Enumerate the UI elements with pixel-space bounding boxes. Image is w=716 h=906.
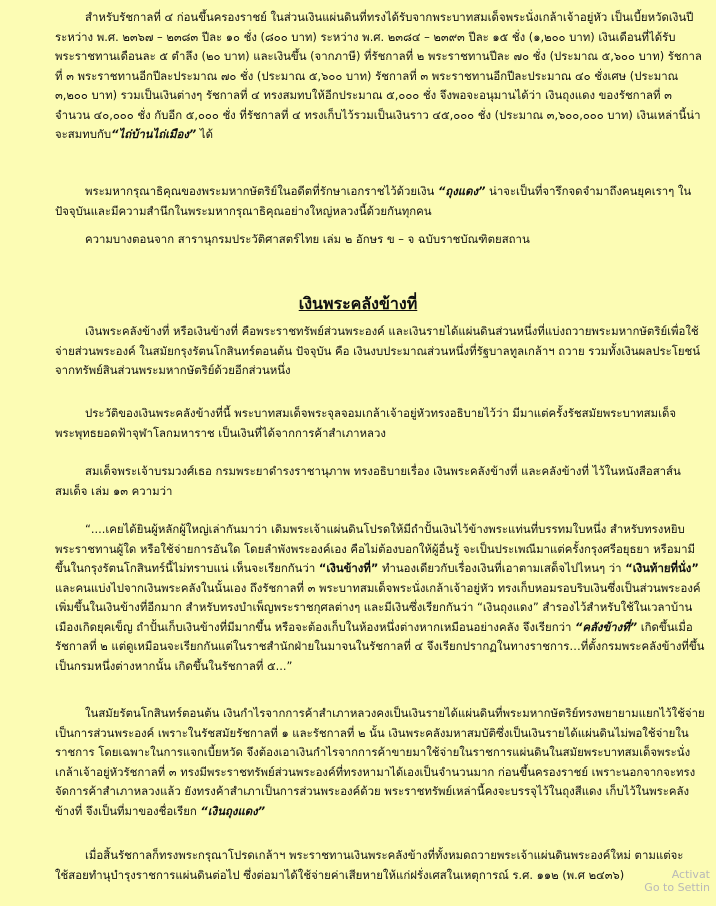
- paragraph-history: ประวัติของเงินพระคลังข้างที่นี้ พระบาทสมเด็จพระจุลจอมเกล้าเจ้าอยู่หัวทรงอธิบายไว้ว่า มีมาแต่ครั้งรัชสมัยพระบาทสมเด็จพระพุทธยอดฟ้าจุฬาโลกมหาราช เป็นเงินที่ได้จากการค้าสำเภาหลวง: [55, 406, 677, 440]
- watermark-line: Go to Settin: [644, 881, 710, 894]
- quote-text: “....เคยได้ยินผู้หลักผู้ใหญ่เล่ากันมาว่า เดิมพระเจ้าแผ่นดินโปรดให้มีถำปั้นเงินไว้ข้างพระแท่นที่บรรทมใบหนึ่ง สำหรับทรงหยิบพระราชทานผู้ใด หรือใช้จ่ายการอันใด โดยลำพังพระองค์เอง คือไม่ต้องบอกให้ผู้อื่นรู้ จะเป็นประเพณีมาแต่ครั้งกรุงศรีอยุธยา หรือมามีขึ้นในกรุงรัตนโกสินทร์นี้ไม่ทราบแน่ เห็นจะเรียกกันว่า: [55, 522, 695, 575]
- paragraph-text: พระมหากรุณาธิคุณของพระมหากษัตริย์ในอดีตที่รักษาเอกราชไว้ด้วยเงิน: [85, 184, 438, 198]
- emphasis-text: “คลังข้างที่”: [575, 619, 638, 634]
- paragraph-text: ในสมัยรัตนโกสินทร์ตอนต้น เงินกำไรจากการค้าสำเภาหลวงคงเป็นเงินรายได้แผ่นดินที่พระมหากษัตริย์ทรงพยายามแยกไว้ใช้จ่ายเป็นการส่วนพระองค์ เพราะในรัชสมัยรัชกาลที่ ๑ และรัชกาลที่ ๒ นั้น เงินพระคลังมหาสมบัติซึ่งเป็นเงินรายได้แผ่นดินไม่พอใช้จ่ายในราชการ โดยเฉพาะในการแจกเบี้ยหวัด จึงต้องเอาเงินกำไรจากการค้าขายมาใช้จ่ายในราชการแผ่นดินในสมัยพระบาทสมเด็จพระนั่งเกล้าเจ้าอยู่หัวรัชกาลที่ ๓ ทรงมีพระราชทรัพย์ส่วนพระองค์ที่ทรงหามาได้เองเป็นจำนวนมาก ก่อนขึ้นครองราชย์ เพราะนอกจากจะทรงจัดการค้าสำเภาหลวงแล้ว ยังทรงค้าสำเภาเป็นการส่วนพระองค์ด้วย พระราชทรัพย์เหล่านี้คงจะบรรจุไว้ในถุงสีแดง เก็บไว้ในพระคลังข้างที่ จึงเป็นที่มาของชื่อเรียก: [55, 706, 705, 818]
- paragraph-early-rattanakosin: [55, 704, 705, 821]
- paragraph-definition: เงินพระคลังข้างที่ หรือเงินข้างที่ คือพระราชทรัพย์ส่วนพระองค์ และเงินรายได้แผ่นดินส่วนหนึ่งที่แบ่งถวายพระมหากษัตริย์เพื่อใช้จ่ายส่วนพระองค์ ในสมัยกรุงรัตนโกสินทร์ตอนต้น ปัจจุบัน คือ เงินงบประมาณส่วนหนึ่งที่รัฐบาลทูลเกล้าฯ ถวาย รวมทั้งเงินผลประโยชน์จากทรัพย์สินส่วนพระมหากษัตริย์ด้วยอีกส่วนหนึ่ง: [55, 324, 701, 377]
- quote-text: ทำนองเดียวกับเรื่องเงินที่เอาตามเสด็จไปไหนๆ ว่า: [378, 561, 626, 575]
- paragraph-end-of-reign: เมื่อสิ้นรัชกาลก็ทรงพระกรุณาโปรดเกล้าฯ พระราชทานเงินพระคลังข้างที่ทั้งหมดถวายพระเจ้าแผ่นดินพระองค์ใหม่ ตามแต่จะใช้สอยทำนุบำรุงราชการแผ่นดินต่อไป ซึ่งต่อมาได้ใช้จ่ายค่าเสียหายให้แก่ฝรั่งเศสในเหตุการณ์ ร.ศ. ๑๑๒ (พ.ศ ๒๔๓๖): [55, 848, 684, 882]
- quote-text: เกิดขึ้นเมื่อรัชกาลที่ ๒ แต่ดูเหมือนจะเรียกกันแต่ในราชสำนักฝ่ายในมาจนในรัชกาลที่ ๔ จึงเรียกปรากฏในทางราชการ…ที่ตั้งกรมพระคลังข้างที่ขึ้น เป็นกรมหนึ่งต่างหากนั้น เกิดขึ้นในรัชกาลที่ ๕...”: [55, 619, 705, 673]
- quote-text: และคนแบ่งไปจากเงินพระคลังในนั้นเอง ถึงรัชกาลที่ ๓ พระบาทสมเด็จพระนั่งเกล้าเจ้าอยู่หัว ทรงเก็บหอมรอบริบเงินซึ่งเป็นส่วนพระองค์เพิ่มขึ้นในเงินข้างที่อีกมาก สำหรับทรงบำเพ็ญพระราชกุศลต่างๆ และมีเงินซึ่งเรียกกันว่า “เงินถุงแดง” สำรองไว้สำหรับใช้ในเวลาบ้านเมืองเกิดยุคเข็ญ ถำปั้นเก็บเงินข้างที่มีมากขึ้น หรือจะต้องเก็บในห้องหนึ่งต่างหากเหมือนอย่างคลัง จึงเรียกว่า: [55, 580, 701, 634]
- paragraph-text: สำหรับรัชกาลที่ ๔ ก่อนขึ้นครองราชย์ ในส่วนเงินแผ่นดินที่ทรงได้รับจากพระบาทสมเด็จพระนั่งเกล้าเจ้าอยู่หัว เป็นเบี้ยหวัดเงินปีระหว่าง พ.ศ. ๒๓๖๗ – ๒๓๘๓ ปีละ ๑๐ ชั่ง (๘๐๐ บาท) ระหว่าง พ.ศ. ๒๓๘๔ – ๒๓๙๓ ปีละ ๑๕ ชั่ง (๑,๒๐๐ บาท) เงินเดือนที่ได้รับพระราชทานเดือนละ ๕ ตำลึง (๒๐ บาท) และเงินขึ้น (จากภาษี) ที่รัชกาลที่ ๒ พระราชทานปีละ ๗๐ ชั่ง (ประมาณ ๕,๖๐๐ บาท) รัชกาลที่ ๓ พระราชทานอีกปีละประมาณ ๗๐ ชั่ง (ประมาณ ๕,๖๐๐ บาท) รัชกาลที่ ๓ พระราชทานอีกปีละประมาณ ๔๐ ชั่งเศษ (ประมาณ ๓,๒๐๐ บาท) รวมเป็นเงินต่างๆ รัชกาลที่ ๔ ทรงสมทบให้อีกประมาณ ๕,๐๐๐ ชั่ง จึงพอจะอนุมานได้ว่า เงินถุงแดง ของรัชกาลที่ ๓ จำนวน ๔๐,๐๐๐ ชั่ง กับอีก ๕,๐๐๐ ชั่ง ที่รัชกาลที่ ๔ ทรงเก็บไว้รวมเป็นเงินราว ๔๕,๐๐๐ ชั่ง (ประมาณ ๓,๖๐๐,๐๐๐ บาท) เงินเหล่านี้น่าจะสมทบกับ: [55, 10, 702, 141]
- section-heading: เงินพระคลังข้างที่: [298, 294, 418, 313]
- emphasis-text: “เงินท้ายที่นั่ง”: [625, 561, 699, 575]
- emphasis-text: “เงินถุงแดง”: [200, 803, 266, 818]
- emphasis-text: “เงินข้างที่”: [318, 561, 379, 575]
- activation-watermark: [644, 868, 710, 894]
- emphasis-text: “ถุงแดง”: [437, 184, 486, 198]
- paragraph-text: ได้: [196, 127, 214, 141]
- watermark-line: Activat: [671, 868, 710, 881]
- paragraph-reign4-funds: [55, 8, 705, 145]
- source-citation: ความบางตอนจาก สารานุกรมประวัติศาสตร์ไทย เล่ม ๒ อักษร ข – จ ฉบับราชบัณฑิตยสถาน: [85, 232, 530, 246]
- paragraph-gratitude: [55, 182, 705, 221]
- paragraph-prince-damrong: สมเด็จพระเจ้าบรมวงศ์เธอ กรมพระยาดำรงราชานุภาพ ทรงอธิบายเรื่อง เงินพระคลังข้างที่ และคลังข้างที่ ไว้ในหนังสือสาส์นสมเด็จ เล่ม ๑๓ ความว่า: [55, 464, 681, 498]
- paragraph-text: น่าจะเป็นที่จารึกจดจำมาถึงคนยุคเราๆ ในปัจจุบันและมีความสำนึกในพระมหากรุณาธิคุณอย่างใหญ่หลวงนี้ด้วยกันทุกคน: [55, 184, 692, 218]
- emphasis-text: “ไถ่บ้านไถ่เมือง”: [111, 127, 197, 141]
- paragraph-quotation: [55, 520, 705, 676]
